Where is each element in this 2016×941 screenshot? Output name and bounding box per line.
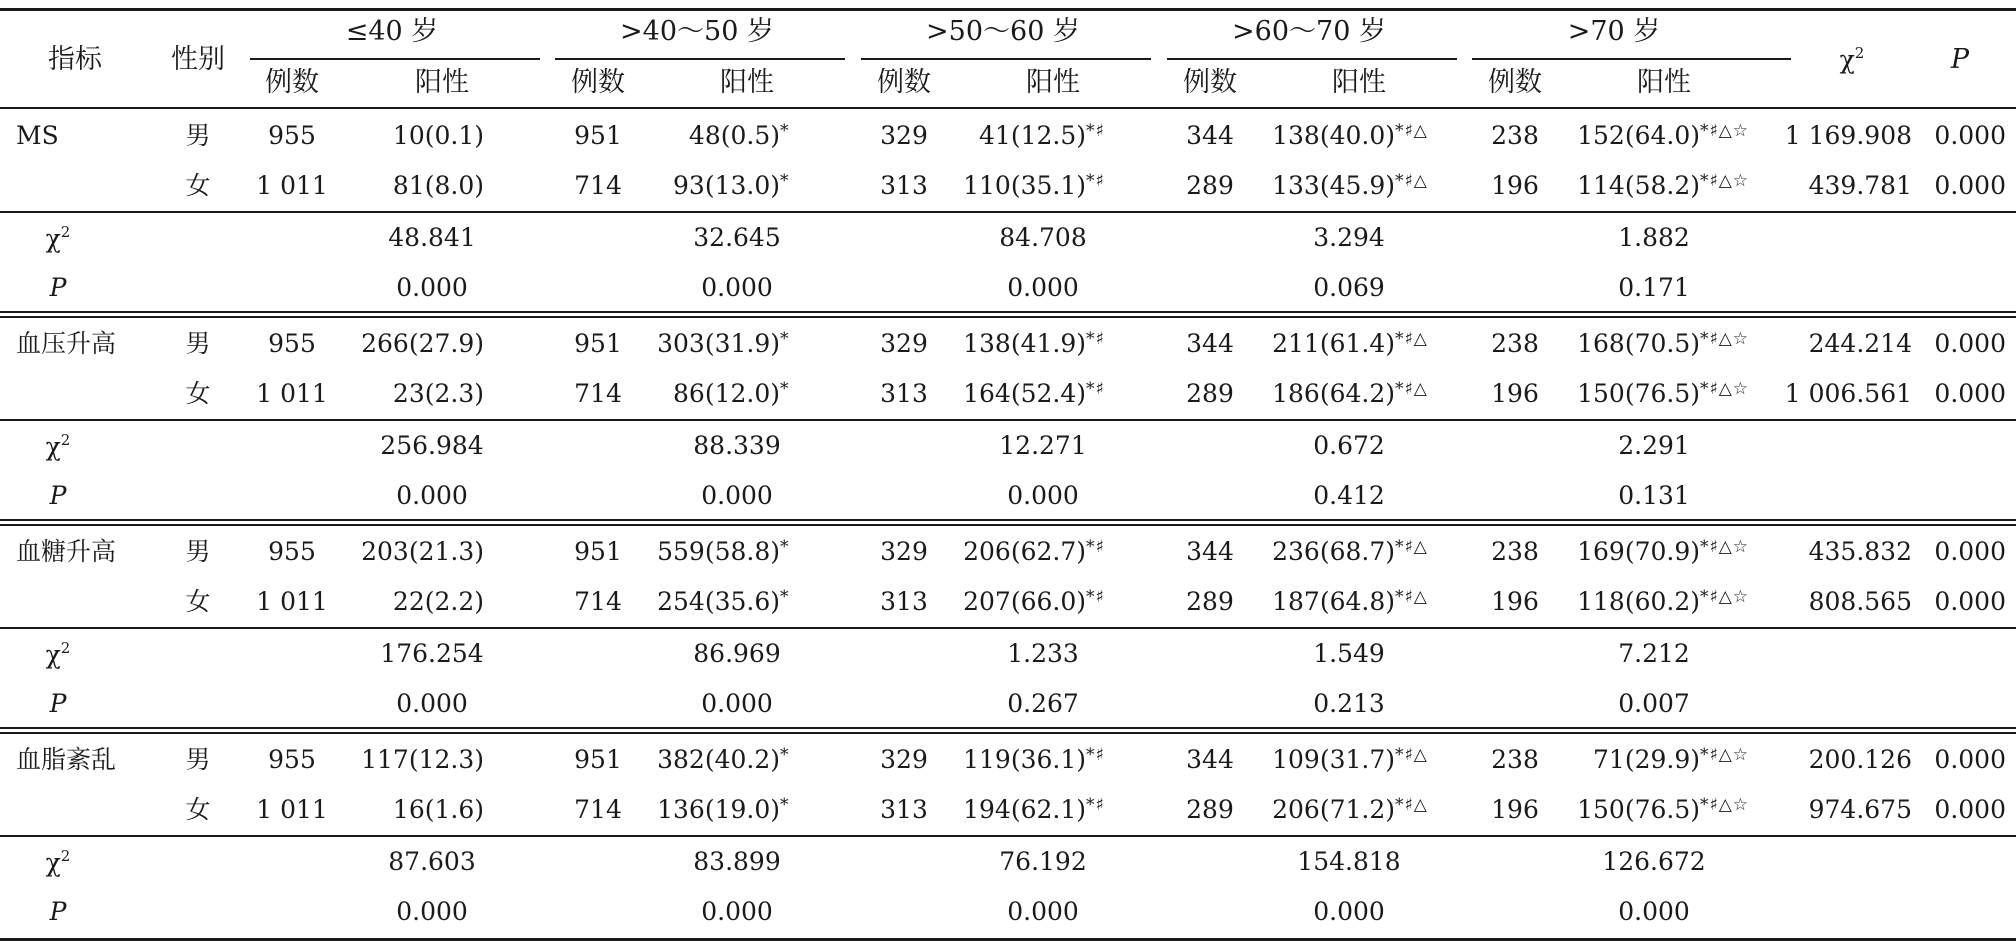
- p-value: 0.000: [1007, 897, 1079, 926]
- gender-cell: 男: [185, 329, 211, 358]
- chi-square-value: 88.339: [693, 431, 781, 460]
- positive-cell: [1272, 381, 1428, 406]
- positive-cell: [963, 173, 1105, 198]
- positive-value: 109(31.7): [1272, 745, 1395, 774]
- age-group-header: >60～70 岁: [1232, 16, 1386, 47]
- positive-value: 110(35.1): [963, 171, 1086, 200]
- positive-cell: [963, 539, 1105, 564]
- positive-header: 阳性: [1026, 67, 1080, 98]
- positive-cell: [963, 747, 1105, 772]
- chi-square-cell: 808.565: [1808, 587, 1912, 616]
- chi-symbol: χ: [45, 848, 61, 877]
- p-value: 0.000: [1007, 273, 1079, 302]
- count-cell: 714: [574, 379, 622, 408]
- gender-cell: 女: [185, 171, 211, 200]
- significance-marks: *: [780, 537, 790, 557]
- significance-marks: *♯: [1086, 795, 1105, 815]
- significance-marks: *♯△☆: [1700, 587, 1750, 607]
- chi-square-value: 83.899: [693, 847, 781, 876]
- gender-cell: 女: [185, 587, 211, 616]
- chi-square-value: 84.708: [999, 223, 1087, 252]
- significance-marks: *♯: [1086, 745, 1105, 765]
- count-cell: 289: [1186, 795, 1234, 824]
- p-value: 0.213: [1313, 689, 1385, 718]
- table-rule: [0, 8, 2016, 11]
- significance-marks: *: [780, 121, 790, 141]
- chi-square-cell: 974.675: [1808, 795, 1912, 824]
- p-value: 0.000: [396, 689, 468, 718]
- positive-cell: [1272, 747, 1428, 772]
- p-value: 0.267: [1007, 689, 1079, 718]
- positive-value: 169(70.9): [1577, 537, 1700, 566]
- significance-marks: *♯△☆: [1700, 745, 1750, 765]
- significance-marks: *♯△☆: [1700, 121, 1750, 141]
- significance-marks: *♯: [1086, 537, 1105, 557]
- positive-value: 382(40.2): [657, 745, 780, 774]
- positive-cell: [1272, 123, 1428, 148]
- group-underline: [1167, 58, 1457, 60]
- count-cell: 1 011: [256, 379, 328, 408]
- count-cell: 329: [880, 329, 928, 358]
- positive-cell: [963, 381, 1105, 406]
- significance-marks: *♯: [1086, 121, 1105, 141]
- positive-value: 23(2.3): [392, 379, 484, 408]
- p-row-label: P: [49, 897, 67, 926]
- significance-marks: *♯△: [1395, 587, 1428, 607]
- table-rule: [0, 727, 2016, 729]
- p-value: 0.412: [1313, 481, 1385, 510]
- positive-header: 阳性: [1332, 67, 1386, 98]
- positive-value: 136(19.0): [657, 795, 780, 824]
- table-rule: [0, 107, 2016, 109]
- chi-square-value: 126.672: [1602, 847, 1706, 876]
- p-row-label: P: [49, 273, 67, 302]
- p-value: 0.007: [1618, 689, 1690, 718]
- chi-square-cell: 435.832: [1808, 537, 1912, 566]
- count-cell: 289: [1186, 379, 1234, 408]
- positive-value: 41(12.5): [979, 121, 1086, 150]
- indicator-name: 血糖升高: [16, 537, 117, 566]
- count-cell: 951: [574, 121, 622, 150]
- positive-value: 150(76.5): [1577, 795, 1700, 824]
- p-cell: 0.000: [1934, 171, 2006, 200]
- chi-square-cell: 1 006.561: [1784, 379, 1912, 408]
- positive-cell: [657, 589, 789, 614]
- count-cell: 313: [880, 379, 928, 408]
- positive-cell: [1577, 173, 1749, 198]
- positive-cell: [1272, 797, 1428, 822]
- p-value: 0.000: [1618, 897, 1690, 926]
- positive-cell: [1577, 797, 1749, 822]
- count-cell: 951: [574, 745, 622, 774]
- gender-cell: 男: [185, 121, 211, 150]
- chi-superscript: 2: [60, 223, 71, 241]
- positive-value: 138(41.9): [963, 329, 1086, 358]
- count-cell: 344: [1186, 329, 1234, 358]
- chi-symbol: χ: [1839, 45, 1855, 74]
- chi-square-cell: 439.781: [1808, 171, 1912, 200]
- significance-marks: *: [780, 171, 790, 191]
- count-cell: 344: [1186, 745, 1234, 774]
- chi-square-value: 1.549: [1313, 639, 1385, 668]
- positive-cell: [673, 173, 789, 198]
- positive-cell: [963, 331, 1105, 356]
- count-cell: 329: [880, 121, 928, 150]
- chi-square-value: 154.818: [1297, 847, 1401, 876]
- positive-cell: [1272, 539, 1428, 564]
- count-cell: 313: [880, 171, 928, 200]
- chi-square-value: 7.212: [1618, 639, 1690, 668]
- positive-value: 93(13.0): [673, 171, 780, 200]
- gender-cell: 男: [185, 745, 211, 774]
- p-row-label: P: [49, 689, 67, 718]
- p-value: 0.131: [1618, 481, 1690, 510]
- positive-header: 阳性: [415, 67, 469, 98]
- count-cell: 196: [1491, 795, 1539, 824]
- positive-value: 187(64.8): [1272, 587, 1395, 616]
- significance-marks: *♯△: [1395, 121, 1428, 141]
- chi-square-cell: 200.126: [1808, 745, 1912, 774]
- count-cell: 951: [574, 537, 622, 566]
- positive-value: 206(62.7): [963, 537, 1086, 566]
- chi-square-value: 32.645: [693, 223, 781, 252]
- positive-cell: [963, 797, 1105, 822]
- positive-value: 194(62.1): [963, 795, 1086, 824]
- positive-value: 559(58.8): [657, 537, 780, 566]
- count-cell: 344: [1186, 121, 1234, 150]
- count-cell: 238: [1491, 121, 1539, 150]
- p-cell: 0.000: [1934, 745, 2006, 774]
- positive-value: 22(2.2): [392, 587, 484, 616]
- positive-cell: [393, 381, 484, 406]
- chi-square-value: 176.254: [380, 639, 484, 668]
- count-cell: 238: [1491, 329, 1539, 358]
- positive-cell: [673, 381, 789, 406]
- group-underline: [555, 58, 845, 60]
- age-group-header: >50～60 岁: [926, 16, 1080, 47]
- positive-cell: [1577, 589, 1749, 614]
- count-header: 例数: [571, 67, 625, 98]
- positive-value: 254(35.6): [657, 587, 780, 616]
- positive-cell: [657, 747, 789, 772]
- positive-value: 10(0.1): [392, 121, 484, 150]
- count-cell: 329: [880, 537, 928, 566]
- p-value: 0.000: [701, 273, 773, 302]
- count-cell: 196: [1491, 171, 1539, 200]
- positive-value: 119(36.1): [963, 745, 1086, 774]
- positive-cell: [361, 331, 484, 356]
- age-group-header: >70 岁: [1567, 16, 1661, 47]
- count-cell: 289: [1186, 171, 1234, 200]
- significance-marks: *♯: [1086, 171, 1105, 191]
- group-underline: [1472, 58, 1791, 60]
- count-cell: 238: [1491, 745, 1539, 774]
- chi-square-value: 86.969: [693, 639, 781, 668]
- count-header: 例数: [265, 67, 319, 98]
- table-rule: [0, 316, 2016, 318]
- chi-row-label: [46, 849, 71, 875]
- positive-cell: [1272, 589, 1428, 614]
- count-cell: 344: [1186, 537, 1234, 566]
- p-value: 0.000: [396, 481, 468, 510]
- p-value: 0.000: [701, 689, 773, 718]
- chi-square-value: 76.192: [999, 847, 1087, 876]
- count-header: 例数: [1488, 67, 1542, 98]
- positive-cell: [1272, 173, 1428, 198]
- positive-cell: [393, 173, 484, 198]
- positive-cell: [657, 331, 789, 356]
- significance-marks: *: [780, 745, 790, 765]
- significance-marks: *♯: [1086, 329, 1105, 349]
- p-header: P: [1950, 44, 1970, 75]
- count-cell: 1 011: [256, 171, 328, 200]
- p-value: 0.000: [1007, 481, 1079, 510]
- count-cell: 1 011: [256, 587, 328, 616]
- positive-cell: [1272, 331, 1428, 356]
- positive-cell: [963, 589, 1105, 614]
- positive-cell: [979, 123, 1105, 148]
- p-cell: 0.000: [1934, 795, 2006, 824]
- count-cell: 329: [880, 745, 928, 774]
- positive-cell: [1593, 747, 1749, 772]
- count-cell: 289: [1186, 587, 1234, 616]
- group-underline: [861, 58, 1151, 60]
- age-group-header: >40～50 岁: [620, 16, 774, 47]
- p-cell: 0.000: [1934, 587, 2006, 616]
- gender-header: 性别: [171, 44, 225, 75]
- p-value: 0.000: [701, 897, 773, 926]
- p-cell: 0.000: [1934, 329, 2006, 358]
- table-rule: [0, 519, 2016, 521]
- count-cell: 313: [880, 587, 928, 616]
- significance-marks: *♯△☆: [1700, 171, 1750, 191]
- positive-value: 138(40.0): [1272, 121, 1395, 150]
- age-group-header: ≤40 岁: [345, 16, 439, 47]
- significance-marks: *♯: [1086, 379, 1105, 399]
- significance-marks: *♯: [1086, 587, 1105, 607]
- count-cell: 955: [268, 745, 316, 774]
- significance-marks: *: [780, 795, 790, 815]
- positive-cell: [689, 123, 790, 148]
- positive-value: 71(29.9): [1593, 745, 1700, 774]
- positive-value: 203(21.3): [361, 537, 484, 566]
- chi-square-value: 3.294: [1313, 223, 1385, 252]
- count-cell: 955: [268, 537, 316, 566]
- table-rule: [0, 627, 2016, 629]
- significance-marks: *♯△: [1395, 171, 1428, 191]
- count-header: 例数: [1183, 67, 1237, 98]
- chi-square-cell: 1 169.908: [1784, 121, 1912, 150]
- positive-cell: [361, 747, 484, 772]
- count-cell: 313: [880, 795, 928, 824]
- chi-square-value: 87.603: [388, 847, 476, 876]
- chi-square-value: 2.291: [1618, 431, 1690, 460]
- significance-marks: *♯△: [1395, 537, 1428, 557]
- significance-marks: *: [780, 329, 790, 349]
- positive-value: 118(60.2): [1577, 587, 1700, 616]
- significance-marks: *: [780, 587, 790, 607]
- chi-symbol: χ: [45, 224, 61, 253]
- positive-cell: [393, 123, 484, 148]
- table-rule: [0, 835, 2016, 837]
- chi-square-cell: 244.214: [1808, 329, 1912, 358]
- positive-value: 86(12.0): [673, 379, 780, 408]
- count-cell: 714: [574, 587, 622, 616]
- p-cell: 0.000: [1934, 121, 2006, 150]
- p-row-label: P: [49, 481, 67, 510]
- positive-value: 303(31.9): [657, 329, 780, 358]
- positive-value: 206(71.2): [1272, 795, 1395, 824]
- positive-cell: [1577, 331, 1749, 356]
- chi-square-value: 12.271: [999, 431, 1087, 460]
- chi-row-label: [46, 433, 71, 459]
- indicator-header: 指标: [48, 44, 102, 75]
- count-cell: 951: [574, 329, 622, 358]
- count-cell: 1 011: [256, 795, 328, 824]
- indicator-name: 血压升高: [16, 329, 117, 358]
- positive-cell: [361, 539, 484, 564]
- chi-superscript: 2: [60, 847, 71, 865]
- positive-value: 48(0.5): [688, 121, 780, 150]
- positive-value: 114(58.2): [1577, 171, 1700, 200]
- count-cell: 714: [574, 171, 622, 200]
- p-value: 0.000: [396, 273, 468, 302]
- positive-cell: [393, 797, 484, 822]
- significance-marks: *♯△: [1395, 795, 1428, 815]
- table-rule: [0, 524, 2016, 526]
- significance-marks: *♯△☆: [1700, 329, 1750, 349]
- count-cell: 196: [1491, 379, 1539, 408]
- gender-cell: 女: [185, 379, 211, 408]
- positive-cell: [1577, 381, 1749, 406]
- count-cell: 238: [1491, 537, 1539, 566]
- positive-value: 236(68.7): [1272, 537, 1395, 566]
- significance-marks: *♯△: [1395, 379, 1428, 399]
- positive-value: 117(12.3): [361, 745, 484, 774]
- positive-value: 81(8.0): [392, 171, 484, 200]
- table-rule: [0, 311, 2016, 313]
- chi-square-value: 48.841: [388, 223, 476, 252]
- chi-row-label: [46, 641, 71, 667]
- p-value: 0.000: [396, 897, 468, 926]
- significance-marks: *♯△☆: [1700, 795, 1750, 815]
- positive-value: 186(64.2): [1272, 379, 1395, 408]
- positive-value: 133(45.9): [1272, 171, 1395, 200]
- positive-value: 211(61.4): [1272, 329, 1395, 358]
- count-cell: 714: [574, 795, 622, 824]
- table-rule: [0, 211, 2016, 213]
- chi-symbol: χ: [45, 640, 61, 669]
- group-underline: [250, 58, 540, 60]
- positive-value: 164(52.4): [963, 379, 1086, 408]
- p-value: 0.000: [701, 481, 773, 510]
- chi-superscript: 2: [60, 639, 71, 657]
- positive-cell: [1577, 123, 1749, 148]
- positive-cell: [1577, 539, 1749, 564]
- chi-square-value: 0.672: [1313, 431, 1385, 460]
- positive-value: 150(76.5): [1577, 379, 1700, 408]
- gender-cell: 女: [185, 795, 211, 824]
- positive-cell: [393, 589, 484, 614]
- count-cell: 955: [268, 121, 316, 150]
- chi-square-value: 256.984: [380, 431, 484, 460]
- significance-marks: *♯△: [1395, 745, 1428, 765]
- indicator-name: MS: [16, 121, 59, 150]
- p-value: 0.171: [1618, 273, 1690, 302]
- significance-marks: *: [780, 379, 790, 399]
- p-cell: 0.000: [1934, 379, 2006, 408]
- positive-header: 阳性: [1637, 67, 1691, 98]
- positive-value: 16(1.6): [392, 795, 484, 824]
- positive-cell: [657, 539, 789, 564]
- significance-marks: *♯△☆: [1700, 537, 1750, 557]
- chi-row-label: [46, 225, 71, 251]
- table-rule: [0, 419, 2016, 421]
- positive-value: 207(66.0): [963, 587, 1086, 616]
- chi-square-value: 1.233: [1007, 639, 1079, 668]
- count-header: 例数: [877, 67, 931, 98]
- p-value: 0.000: [1313, 897, 1385, 926]
- count-cell: 196: [1491, 587, 1539, 616]
- gender-cell: 男: [185, 537, 211, 566]
- count-cell: 955: [268, 329, 316, 358]
- chi-square-header: [1840, 46, 1865, 72]
- indicator-name: 血脂紊乱: [16, 745, 117, 774]
- table-rule: [0, 732, 2016, 734]
- chi-superscript: 2: [1854, 44, 1865, 62]
- positive-value: 152(64.0): [1577, 121, 1700, 150]
- positive-value: 266(27.9): [361, 329, 484, 358]
- significance-marks: *♯△: [1395, 329, 1428, 349]
- significance-marks: *♯△☆: [1700, 379, 1750, 399]
- positive-value: 168(70.5): [1577, 329, 1700, 358]
- chi-symbol: χ: [45, 432, 61, 461]
- chi-superscript: 2: [60, 431, 71, 449]
- p-value: 0.069: [1313, 273, 1385, 302]
- positive-header: 阳性: [720, 67, 774, 98]
- positive-cell: [657, 797, 789, 822]
- p-cell: 0.000: [1934, 537, 2006, 566]
- chi-square-value: 1.882: [1618, 223, 1690, 252]
